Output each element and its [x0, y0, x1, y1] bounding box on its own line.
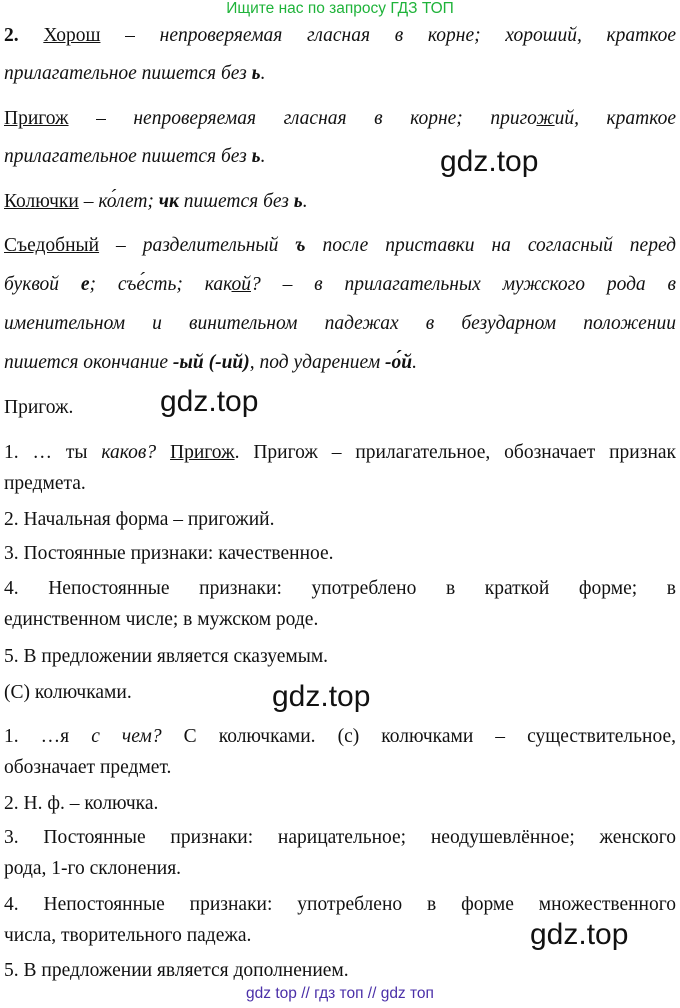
word-prigozh: Пригож	[4, 108, 69, 129]
soft-sign: ь	[251, 146, 261, 167]
text-line-19	[4, 725, 676, 749]
text-line-3	[4, 107, 676, 131]
ending-bold: -о́й	[385, 352, 413, 373]
text-line-13: 2. Начальная форма – пригожий.	[4, 509, 275, 530]
section-heading-prigozh: Пригож.	[4, 397, 74, 418]
explanation-text: ж	[536, 108, 555, 129]
punct: .	[260, 146, 266, 167]
explanation-text: буквой	[4, 274, 81, 295]
explanation-text: непроверяемая гласная в корне; приго	[133, 108, 537, 129]
text-line-15: 4. Непостоянные признаки: употреблено в краткой форме; в	[4, 578, 676, 599]
explanation-text: прилагательное пишется без	[4, 63, 252, 84]
explanation-text: ко́лет;	[98, 191, 154, 212]
letter-e: е	[80, 274, 90, 295]
soft-sign: ь	[251, 63, 261, 84]
word-prigozh: Пригож	[170, 442, 235, 463]
text-line-25: числа, творительного падежа.	[4, 925, 252, 946]
question: с чем?	[91, 726, 162, 747]
explanation-text: ? – в прилагательных мужского рода в	[251, 274, 676, 295]
text-line-12: предмета.	[4, 473, 86, 494]
dash: –	[100, 25, 160, 46]
site-banner: Ищите нас по запросу ГДЗ ТОП	[226, 0, 454, 17]
watermark: gdz.top	[272, 680, 371, 713]
explanation-text: ий, краткое	[557, 25, 677, 46]
punct: .	[260, 63, 266, 84]
letters-chk: чк	[153, 191, 179, 212]
explanation-text: разделительный	[142, 235, 296, 256]
explanation-text: пишется без	[178, 191, 294, 212]
text-line-20: обозначает предмет.	[4, 757, 172, 778]
list-text: 1. … ты	[4, 442, 102, 463]
dash: –	[78, 191, 99, 212]
explanation-text: непроверяемая гласная в корне; хорош	[159, 25, 558, 46]
text-line-16: единственном числе; в мужском роде.	[4, 609, 319, 630]
watermark: gdz.top	[440, 145, 539, 178]
text-line-21: 2. Н. ф. – колючка.	[4, 793, 159, 814]
text-line-22: 3. Постоянные признаки: нарицательное; неодушевлённое; женского	[4, 827, 676, 848]
explanation-text: пишется окончание	[4, 352, 173, 373]
text-line-1	[4, 24, 676, 48]
dash: –	[68, 108, 134, 129]
text-line-17: 5. В предложении является сказуемым.	[4, 646, 329, 667]
dash: –	[99, 235, 143, 256]
text-line-5	[4, 190, 676, 214]
hard-sign: ъ	[295, 235, 306, 256]
word-kolyuchki: Колючки	[4, 191, 79, 212]
section-heading-kolyuchkami: (С) колючками.	[4, 682, 132, 703]
list-text: С колючками. (с) колючками – существительное,	[161, 726, 676, 747]
text-line-6	[4, 234, 676, 258]
text-line-7	[4, 273, 676, 297]
explanation-text: , под ударением	[249, 352, 386, 373]
explanation-text: ий, краткое	[554, 108, 676, 129]
text-line-14: 3. Постоянные признаки: качественное.	[4, 543, 334, 564]
word-sedobny: Съедобный	[4, 235, 100, 256]
explanation-text: ; съе́сть; как	[89, 274, 232, 295]
site-footer: gdz top // гдз топ // gdz топ	[246, 985, 434, 1002]
punct: .	[412, 352, 418, 373]
task-number: 2.	[4, 25, 19, 46]
space	[156, 442, 170, 463]
text-line-2	[4, 62, 676, 86]
explanation-text: именительном и винительном падежах в безударном положении	[4, 313, 676, 334]
word-horosh: Хорош	[43, 25, 101, 46]
explanation-text: прилагательное пишется без	[4, 146, 252, 167]
text-line-23: рода, 1-го склонения.	[4, 858, 182, 879]
list-text: 1. …я	[4, 726, 92, 747]
soft-sign: ь	[293, 191, 303, 212]
text-line-26: 5. В предложении является дополнением.	[4, 960, 349, 981]
ending-bold: -ый (-ий)	[172, 352, 250, 373]
text-line-8	[4, 312, 676, 336]
text-line-24: 4. Непостоянные признаки: употреблено в форме множественного	[4, 894, 676, 915]
text-line-4	[4, 145, 676, 169]
ending: ой	[231, 274, 251, 295]
text-line-11	[4, 441, 676, 465]
explanation-text: после приставки на согласный перед	[305, 235, 676, 256]
watermark: gdz.top	[530, 918, 629, 951]
punct: .	[302, 191, 308, 212]
question: каков?	[101, 442, 157, 463]
list-text: . Пригож – прилагательное, обозначает признак	[234, 442, 677, 463]
watermark: gdz.top	[160, 385, 259, 418]
text-line-9	[4, 351, 676, 375]
